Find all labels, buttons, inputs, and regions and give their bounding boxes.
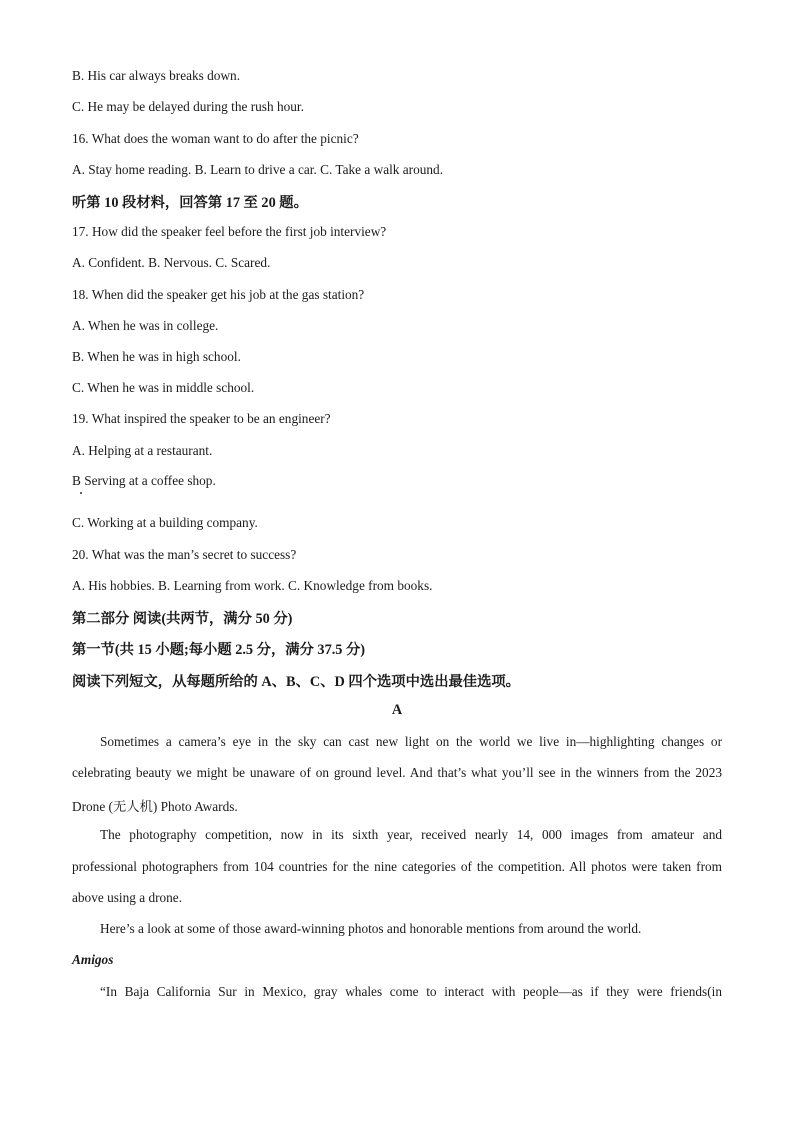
paragraph-2-line-2: professional photographers from 104 countries for the nine categories of the competition. All photos were taken from	[72, 859, 722, 874]
passage-title: A	[391, 702, 403, 718]
option-c-q19: C. Working at a building company.	[72, 515, 258, 530]
paragraph-4-line-1: “In Baja California Sur in Mexico, gray whales come to interact with people—as if they were friends(in	[100, 984, 722, 999]
section-instruction-10: 听第 10 段材料，回答第 17 至 20 题。	[72, 195, 308, 211]
part-two-heading: 第二部分 阅读(共两节，满分 50 分)	[72, 611, 293, 627]
question-19: 19. What inspired the speaker to be an engineer?	[72, 411, 331, 426]
subheading-amigos: Amigos	[72, 952, 114, 967]
option-b-q18: B. When he was in high school.	[72, 349, 241, 364]
paragraph-1-line-3: Drone (无人机) Photo Awards.	[72, 799, 238, 814]
question-17: 17. How did the speaker feel before the first job interview?	[72, 224, 387, 239]
option-b-q15: B. His car always breaks down.	[72, 68, 241, 83]
option-c-q15: C. He may be delayed during the rush hour.	[72, 99, 304, 114]
section-one-heading: 第一节(共 15 小题;每小题 2.5 分，满分 37.5 分)	[72, 642, 366, 658]
question-20: 20. What was the man’s secret to success?	[72, 547, 297, 562]
option-c-q18: C. When he was in middle school.	[72, 380, 255, 395]
paragraph-2-line-3: above using a drone.	[72, 890, 183, 905]
options-q16: A. Stay home reading. B. Learn to drive a car. C. Take a walk around.	[72, 162, 444, 177]
paragraph-1-line-1: Sometimes a camera’s eye in the sky can cast new light on the world we live in—highlighting changes or	[100, 734, 722, 749]
options-q17: A. Confident. B. Nervous. C. Scared.	[72, 255, 271, 270]
question-18: 18. When did the speaker get his job at the gas station?	[72, 287, 365, 302]
paragraph-1-line-2: celebrating beauty we might be unaware of on ground level. And that’s what you’ll see in the winners from the 2023	[72, 765, 722, 780]
option-a-q18: A. When he was in college.	[72, 318, 219, 333]
reading-instruction: 阅读下列短文，从每题所给的 A、B、C、D 四个选项中选出最佳选项。	[72, 674, 520, 690]
question-16: 16. What does the woman want to do after the picnic?	[72, 131, 359, 146]
paragraph-2-line-1: The photography competition, now in its sixth year, received nearly 14, 000 images from amateur and	[100, 827, 722, 842]
option-b-q19: B Serving at a coffee shop.	[72, 473, 216, 488]
option-a-q19: A. Helping at a restaurant.	[72, 443, 213, 458]
stray-dot	[80, 492, 82, 494]
options-q20: A. His hobbies. B. Learning from work. C. Knowledge from books.	[72, 578, 433, 593]
paragraph-3: Here’s a look at some of those award-winning photos and honorable mentions from around the world.	[100, 921, 642, 936]
